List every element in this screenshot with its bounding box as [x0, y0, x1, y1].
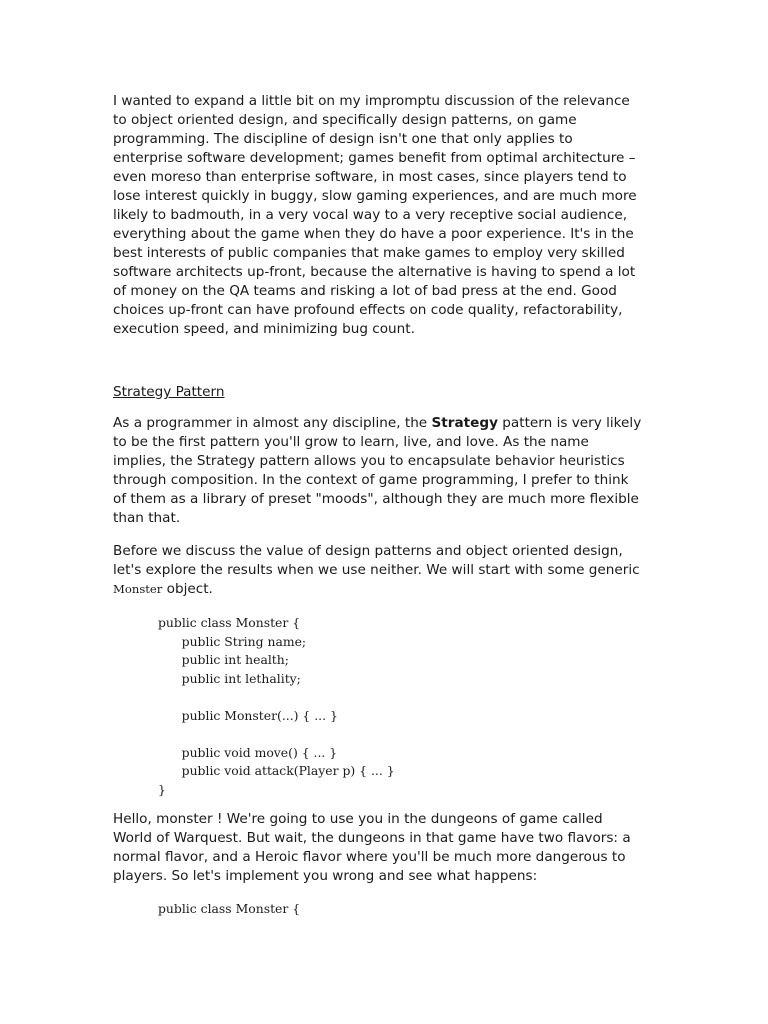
hello-monster-paragraph: Hello, monster ! We're going to use you in the dungeons of game called World of Warquest. But wait, the dungeons in that game have two flavors: a normal flavor, and a Heroic flavor where you'll be much more dangerous to players. So let's implement you wrong and see what happens:: [113, 811, 631, 884]
before-paragraph: [113, 542, 653, 599]
strategy-bold-term: Strategy: [431, 415, 498, 431]
section-heading-strategy-pattern: Strategy Pattern: [113, 384, 225, 400]
intro-paragraph: I wanted to expand a little bit on my impromptu discussion of the relevance to object oriented design, and specifically design patterns, on game programming. The discipline of design isn't one that only applies to enterprise software development; games benefit from optimal architecture – even moreso than enterprise software, in most cases, since players tend to lose interest quickly in buggy, slow gaming experiences, and are much more likely to badmouth, in a very vocal way to a very receptive social audience, everything about the game when they do have a poor experience. It's in the best interests of public companies that make games to employ very skilled software architects up-front, because the alternative is having to spend a lot of money on the QA teams and risking a lot of bad press at the end. Good choices up-front can have profound effects on code quality, refactorability, execution speed, and minimizing bug count.: [113, 93, 637, 337]
code-block-monster-class: public class Monster { public String name; public int health; public int lethality; public Monster(...) { ... } public void move() { ... } public void attack(Player p) { ... } }: [158, 615, 395, 797]
before-paragraph-end: object.: [162, 581, 213, 597]
strategy-paragraph-start: As a programmer in almost any discipline, the: [113, 415, 432, 431]
inline-code-monster: Monster: [113, 582, 163, 596]
intro-paragraph-container: [113, 92, 653, 339]
strategy-paragraph: [113, 414, 653, 528]
code-block-monster-class-start: public class Monster {: [158, 901, 301, 916]
before-paragraph-text: Before we discuss the value of design patterns and object oriented design, let's explore the results when we use neither. We will start with some generic: [113, 543, 640, 578]
strategy-paragraph-rest: pattern is very likely to be the first pattern you'll grow to learn, live, and love. As the name implies, the Strategy pattern allows you to encapsulate behavior heuristics through composition. In the context of game programming, I prefer to think of them as a library of preset "moods", although they are much more flexible than that.: [113, 415, 642, 526]
